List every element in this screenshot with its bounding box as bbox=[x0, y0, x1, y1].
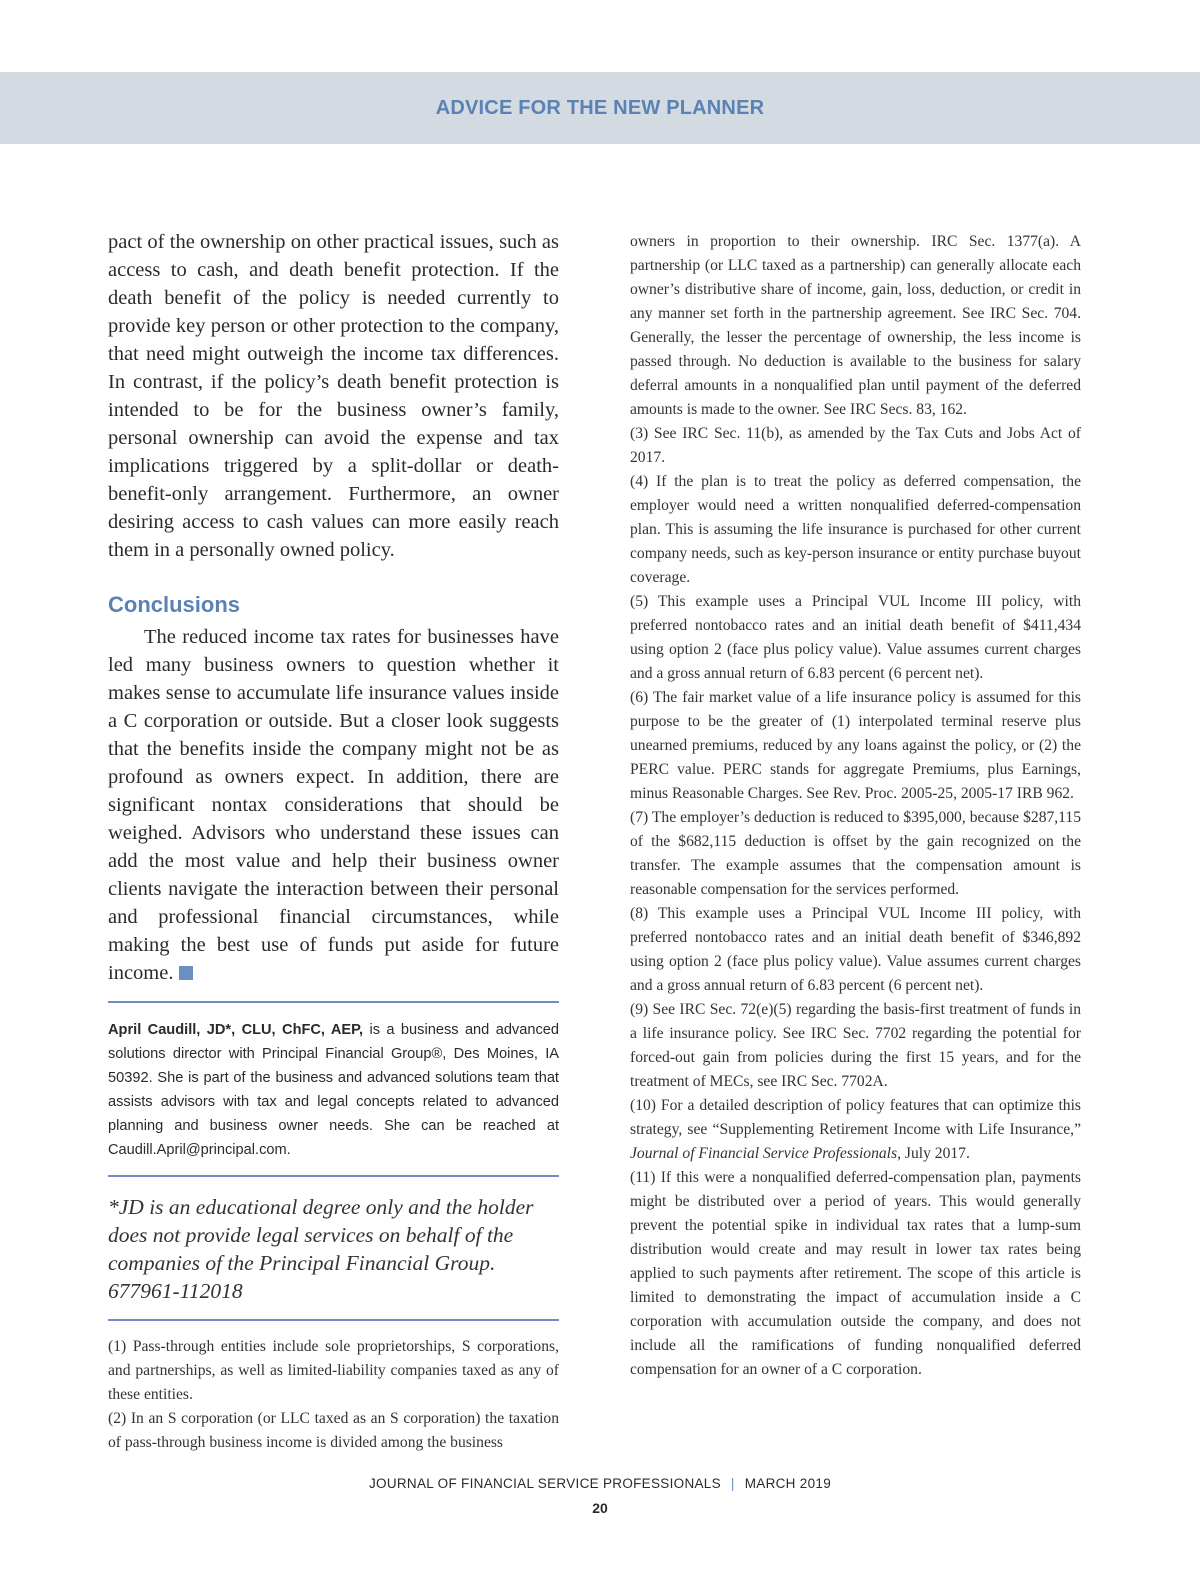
conclusions-paragraph bbox=[108, 623, 559, 987]
conclusions-text: The reduced income tax rates for businesses have led many business owners to question whether it makes sense to accumulate life insurance values inside a C corporation or outside. But a closer look suggests that the benefits inside the company might not be as profound as owners expect. In addition, there are significant nontax considerations that should be weighed. Advisors who understand these issues can add the most value and help their business owner clients navigate the interaction between their personal and professional financial circumstances, while making the best use of funds put aside for future income. bbox=[108, 626, 559, 984]
footnotes-left bbox=[108, 1321, 559, 1455]
footnote-10-date: July 2017. bbox=[900, 1145, 970, 1162]
intro-paragraph: pact of the ownership on other practical issues, such as access to cash, and death benefit protection. If the death benefit of the policy is needed currently to provide key person or other protection to the company, that need might outweigh the income tax differences. In contrast, if the policy’s death benefit protection is intended to be for the business owner’s family, personal ownership can avoid the expense and tax implications triggered by a split-dollar or death-benefit-only arrangement. Furthermore, an owner desiring access to cash values can more easily reach them in a personally owned policy. bbox=[108, 231, 559, 561]
end-of-article-icon bbox=[179, 966, 193, 980]
page-footer bbox=[0, 1476, 1200, 1491]
author-bio bbox=[108, 1003, 559, 1175]
footnote-10 bbox=[630, 1094, 1081, 1166]
footnote-6: (6) The fair market value of a life insurance policy is assumed for this purpose to be the greater of (1) interpolated terminal reserve plus unearned premiums, reduced by any loans against the policy, or (2) the PERC value. PERC stands for aggregate Premiums, plus Earnings, minus Reasonable Charges. See Rev. Proc. 2005-25, 2005-17 IRB 962. bbox=[630, 689, 1081, 802]
author-bio-text: is a business and advanced solutions director with Principal Financial Group®, Des Moines, IA 50392. She is part of the business and advanced solutions team that assists advisors with tax and legal concepts related to advanced planning and business owner needs. She can be reached at Caudill.April@principal.com. bbox=[108, 1022, 559, 1158]
journal-citation: Journal of Financial Service Professionals, bbox=[630, 1145, 901, 1162]
footer-separator: | bbox=[730, 1476, 735, 1491]
footnote-7: (7) The employer’s deduction is reduced to $395,000, because $287,115 of the $682,115 deduction is offset by the gain recognized on the transfer. The example assumes that the compensation amount is reasonable compensation for the services performed. bbox=[630, 809, 1081, 898]
section-title: ADVICE FOR THE NEW PLANNER bbox=[435, 97, 765, 119]
footnote-5: (5) This example uses a Principal VUL Income III policy, with preferred nontobacco rates and an initial death benefit of $411,434 using option 2 (face plus policy value). Value assumes current charges and a gross annual return of 6.83 percent (6 percent net). bbox=[630, 593, 1081, 682]
conclusions-heading: Conclusions bbox=[108, 592, 241, 617]
author-name: April Caudill, JD*, CLU, ChFC, AEP, bbox=[108, 1022, 364, 1038]
footnote-11: (11) If this were a nonqualified deferred-compensation plan, payments might be distributed over a period of years. This would generally prevent the potential spike in individual tax rates that a lump-sum distribution would create and may result in lower tax rates being applied to such payments after retirement. The scope of this article is limited to demonstrating the impact of accumulation inside a C corporation with accumulation outside the company, and does not include all the ramifications of funding nonqualified deferred compensation for an owner of a C corporation. bbox=[630, 1169, 1081, 1378]
footnote-3: (3) See IRC Sec. 11(b), as amended by the Tax Cuts and Jobs Act of 2017. bbox=[630, 425, 1081, 466]
footnote-2: (2) In an S corporation (or LLC taxed as an S corporation) the taxation of pass-through business income is divided among the business bbox=[108, 1410, 559, 1451]
footnote-9: (9) See IRC Sec. 72(e)(5) regarding the basis-first treatment of funds in a life insurance policy. See IRC Sec. 7702 regarding the potential for forced-out gain from policies during the first 15 years, and for the treatment of MECs, see IRC Sec. 7702A. bbox=[630, 1001, 1081, 1090]
right-column-footnotes bbox=[630, 230, 1081, 1382]
page-number: 20 bbox=[592, 1500, 608, 1516]
left-column bbox=[108, 228, 559, 1455]
issue-date: MARCH 2019 bbox=[744, 1476, 832, 1491]
footnote-4: (4) If the plan is to treat the policy as deferred compensation, the employer would need a written nonqualified deferred-compensation plan. This is assuming the life insurance is purchased for other current company needs, such as key-person insurance or entity purchase buyout coverage. bbox=[630, 473, 1081, 586]
footnote-10-text: (10) For a detailed description of policy features that can optimize this strategy, see “Supplementing Retirement Income with Life Insurance,” bbox=[630, 1097, 1081, 1138]
footnote-1: (1) Pass-through entities include sole proprietorships, S corporations, and partnerships, as well as limited-liability companies taxed as any of these entities. bbox=[108, 1338, 559, 1403]
journal-name: JOURNAL OF FINANCIAL SERVICE PROFESSIONALS bbox=[368, 1476, 721, 1491]
footnote-2-continued: owners in proportion to their ownership. IRC Sec. 1377(a). A partnership (or LLC taxed as a partnership) can generally allocate each owner’s distributive share of income, gain, loss, deduction, or credit in any manner set forth in the partnership agreement. See IRC Sec. 704. Generally, the lesser the percentage of ownership, the less income is passed through. No deduction is available to the business for salary deferral amounts in a nonqualified plan until payment of the deferred amounts is made to the owner. See IRC Secs. 83, 162. bbox=[630, 233, 1081, 418]
disclaimer: *JD is an educational degree only and the holder does not provide legal services on behalf of the companies of the Principal Financial Group. 677961-112018 bbox=[108, 1195, 534, 1303]
footnote-8: (8) This example uses a Principal VUL Income III policy, with preferred nontobacco rates and an initial death benefit of $346,892 using option 2 (face plus policy value). Value assumes current charges and a gross annual return of 6.83 percent (6 percent net). bbox=[630, 905, 1081, 994]
